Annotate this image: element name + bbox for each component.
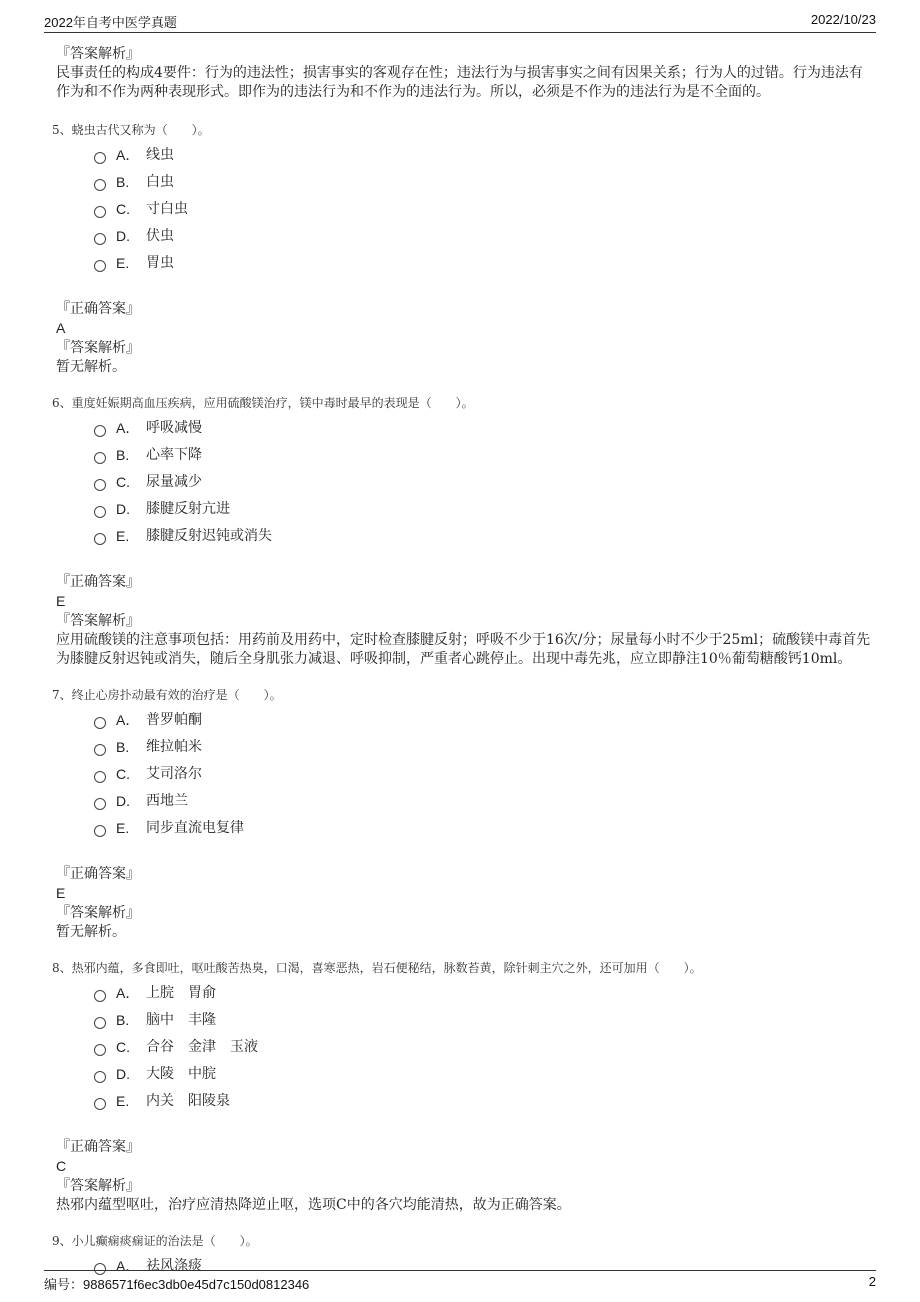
q8-option-e[interactable]: E. 内关 阳陵泉 <box>94 1088 876 1115</box>
q7-option-a[interactable]: A． 普罗帕酮 <box>94 707 876 734</box>
q7-option-b[interactable]: B. 维拉帕米 <box>94 734 876 761</box>
q5-option-e[interactable]: E. 胃虫 <box>94 250 876 277</box>
q5-options <box>94 142 876 277</box>
document-body <box>52 44 876 1280</box>
radio-icon[interactable] <box>94 771 106 783</box>
radio-icon[interactable] <box>94 1071 106 1083</box>
radio-icon[interactable] <box>94 152 106 164</box>
q6-answer: E <box>56 593 66 609</box>
page-number: 2 <box>868 1274 876 1289</box>
question-5: 5、蛲虫古代又称为（ ）。 <box>52 123 210 137</box>
q6-analysis: 应用硫酸镁的注意事项包括：用药前及用药中，定时检查膝腱反射；呼吸不少于16次/分；尿量每小时不少于25ml；硫酸镁中毒首先为膝腱反射迟钝或消失，随后全身肌张力减退、呼吸抑制，严重者心跳停止。出现中毒先兆，应立即静注10％葡萄糖酸钙10ml。 <box>56 632 871 667</box>
correct-answer-label: 『正确答案』 <box>56 574 140 590</box>
q7-analysis: 暂无解析。 <box>56 924 126 940</box>
q5-option-c[interactable]: C. 寸白虫 <box>94 196 876 223</box>
q7-options <box>94 707 876 842</box>
q6-option-b[interactable]: B. 心率下降 <box>94 442 876 469</box>
radio-icon[interactable] <box>94 1017 106 1029</box>
q7-option-d[interactable]: D. 西地兰 <box>94 788 876 815</box>
document-title: 2022年自考中医学真题 <box>44 15 177 30</box>
radio-icon[interactable] <box>94 1044 106 1056</box>
radio-icon[interactable] <box>94 798 106 810</box>
page-footer <box>44 1270 876 1296</box>
q8-answer: C <box>56 1158 67 1174</box>
radio-icon[interactable] <box>94 179 106 191</box>
question-7: 7、终止心房扑动最有效的治疗是（ ）。 <box>52 688 282 702</box>
analysis-label: 『答案解析』 <box>56 1178 140 1194</box>
correct-answer-label: 『正确答案』 <box>56 866 140 882</box>
question-6: 6、重度妊娠期高血压疾病，应用硫酸镁治疗，镁中毒时最早的表现是（ ）。 <box>52 396 474 410</box>
q6-option-a[interactable]: A． 呼吸减慢 <box>94 415 876 442</box>
document-date: 2022/10/23 <box>810 12 876 27</box>
question-8: 8、热邪内蕴，多食即吐，呕吐酸苦热臭，口渴，喜寒恶热，岩石便秘结，脉数苔黄，除针刺主穴之外，还可加用（ ）。 <box>52 961 702 975</box>
q8-option-b[interactable]: B. 脑中 丰隆 <box>94 1007 876 1034</box>
radio-icon[interactable] <box>94 717 106 729</box>
q5-answer: A <box>56 320 66 336</box>
q5-option-a[interactable]: A． 线虫 <box>94 142 876 169</box>
radio-icon[interactable] <box>94 260 106 272</box>
q7-answer: E <box>56 885 66 901</box>
q5-analysis: 暂无解析。 <box>56 359 126 375</box>
page-header <box>44 12 876 33</box>
radio-icon[interactable] <box>94 425 106 437</box>
q5-option-d[interactable]: D. 伏虫 <box>94 223 876 250</box>
radio-icon[interactable] <box>94 533 106 545</box>
q5-option-b[interactable]: B. 白虫 <box>94 169 876 196</box>
q8-options <box>94 980 876 1115</box>
radio-icon[interactable] <box>94 744 106 756</box>
radio-icon[interactable] <box>94 990 106 1002</box>
q8-option-c[interactable]: C. 合谷 金津 玉液 <box>94 1034 876 1061</box>
analysis-label: 『答案解析』 <box>56 613 140 629</box>
correct-answer-label: 『正确答案』 <box>56 1139 140 1155</box>
document-serial: 编号：9886571f6ec3db0e45d7c150d0812346 <box>44 1277 310 1292</box>
q8-option-a[interactable]: A． 上脘 胃俞 <box>94 980 876 1007</box>
q9-option-a[interactable]: A． 祛风涤痰 <box>94 1253 876 1280</box>
q6-option-d[interactable]: D. 膝腱反射亢进 <box>94 496 876 523</box>
q6-options <box>94 415 876 550</box>
q7-option-e[interactable]: E. 同步直流电复律 <box>94 815 876 842</box>
analysis-label: 『答案解析』 <box>56 905 140 921</box>
analysis-label: 『答案解析』 <box>56 46 140 62</box>
radio-icon[interactable] <box>94 1098 106 1110</box>
radio-icon[interactable] <box>94 206 106 218</box>
q6-option-e[interactable]: E. 膝腱反射迟钝或消失 <box>94 523 876 550</box>
analysis-text: 民事责任的构成4要件：行为的违法性；损害事实的客观存在性；违法行为与损害事实之间有因果关系；行为人的过错。行为违法有作为和不作为两种表现形式。即作为的违法行为和不作为的违法行为。所以，必须是不作为的违法行为是不全面的。 <box>56 65 863 100</box>
radio-icon[interactable] <box>94 825 106 837</box>
analysis-label: 『答案解析』 <box>56 340 140 356</box>
q6-option-c[interactable]: C. 尿量减少 <box>94 469 876 496</box>
correct-answer-label: 『正确答案』 <box>56 301 140 317</box>
question-9: 9、小儿癫痫痰痫证的治法是（ ）。 <box>52 1234 258 1248</box>
radio-icon[interactable] <box>94 506 106 518</box>
radio-icon[interactable] <box>94 452 106 464</box>
q8-analysis: 热邪内蕴型呕吐，治疗应清热降逆止呕，选项C中的各穴均能清热，故为正确答案。 <box>56 1197 571 1213</box>
radio-icon[interactable] <box>94 479 106 491</box>
radio-icon[interactable] <box>94 233 106 245</box>
q7-option-c[interactable]: C. 艾司洛尔 <box>94 761 876 788</box>
q8-option-d[interactable]: D. 大陵 中脘 <box>94 1061 876 1088</box>
